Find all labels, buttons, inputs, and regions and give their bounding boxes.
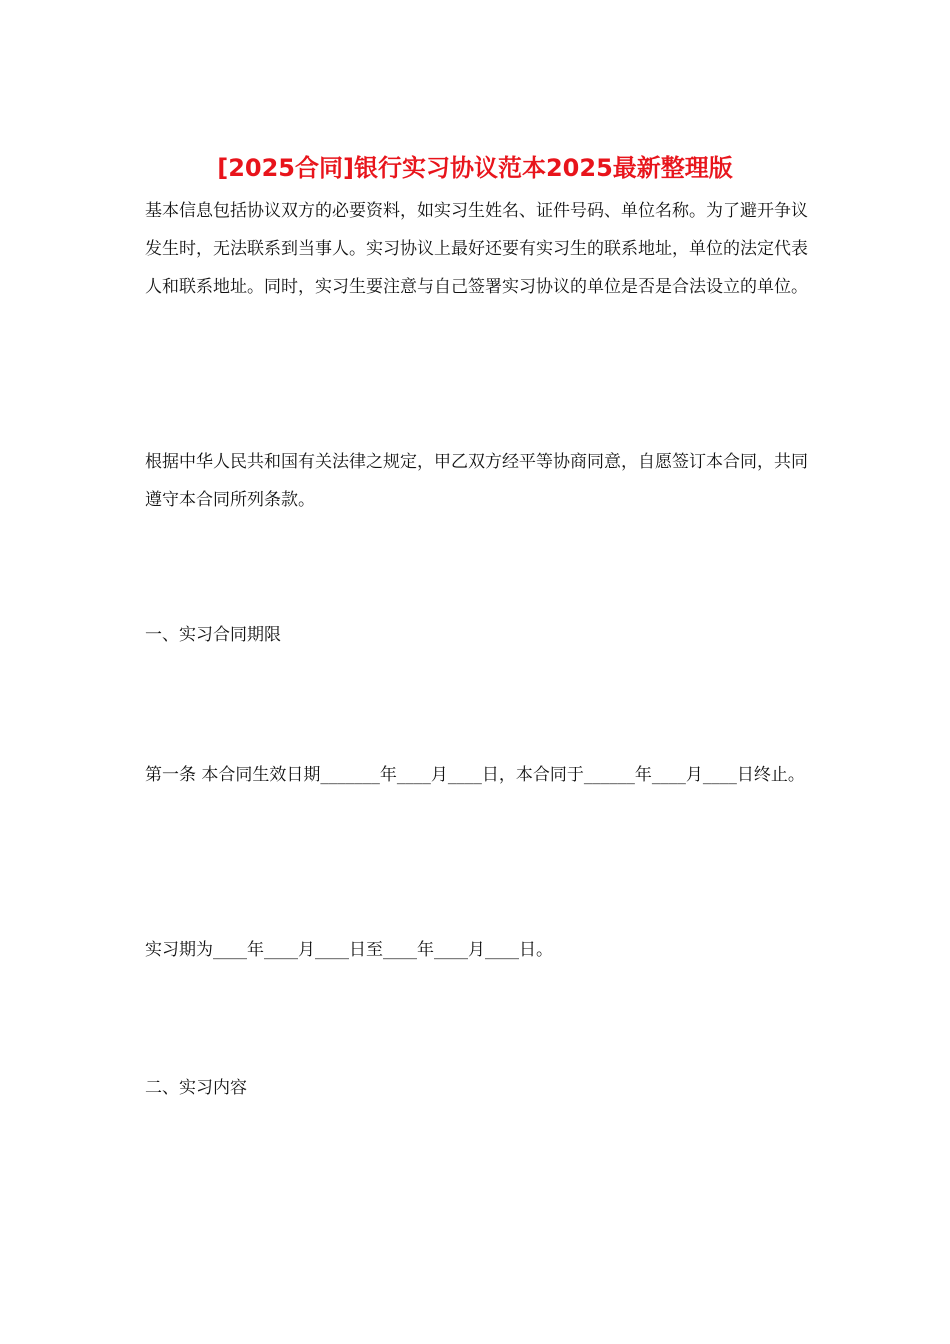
article-one-paragraph: 第一条 本合同生效日期_______年____月____日，本合同于______年____月____日终止。: [145, 765, 805, 785]
internship-period-paragraph: 实习期为____年____月____日至____年____月____日。: [145, 940, 553, 960]
intro-paragraph: 基本信息包括协议双方的必要资料，如实习生姓名、证件号码、单位名称。为了避开争议发生时，无法联系到当事人。实习协议上最好还要有实习生的联系地址，单位的法定代表人和联系地址。同时，实习生要注意与自己签署实习协议的单位是否是合法设立的单位。: [145, 201, 808, 297]
section-heading-content: 二、实习内容: [145, 1078, 247, 1098]
legal-basis-paragraph: 根据中华人民共和国有关法律之规定，甲乙双方经平等协商同意，自愿签订本合同，共同遵守本合同所列条款。: [145, 452, 808, 510]
document-title: [2025合同]银行实习协议范本2025最新整理版: [217, 154, 733, 182]
section-heading-term: 一、实习合同期限: [145, 625, 281, 645]
